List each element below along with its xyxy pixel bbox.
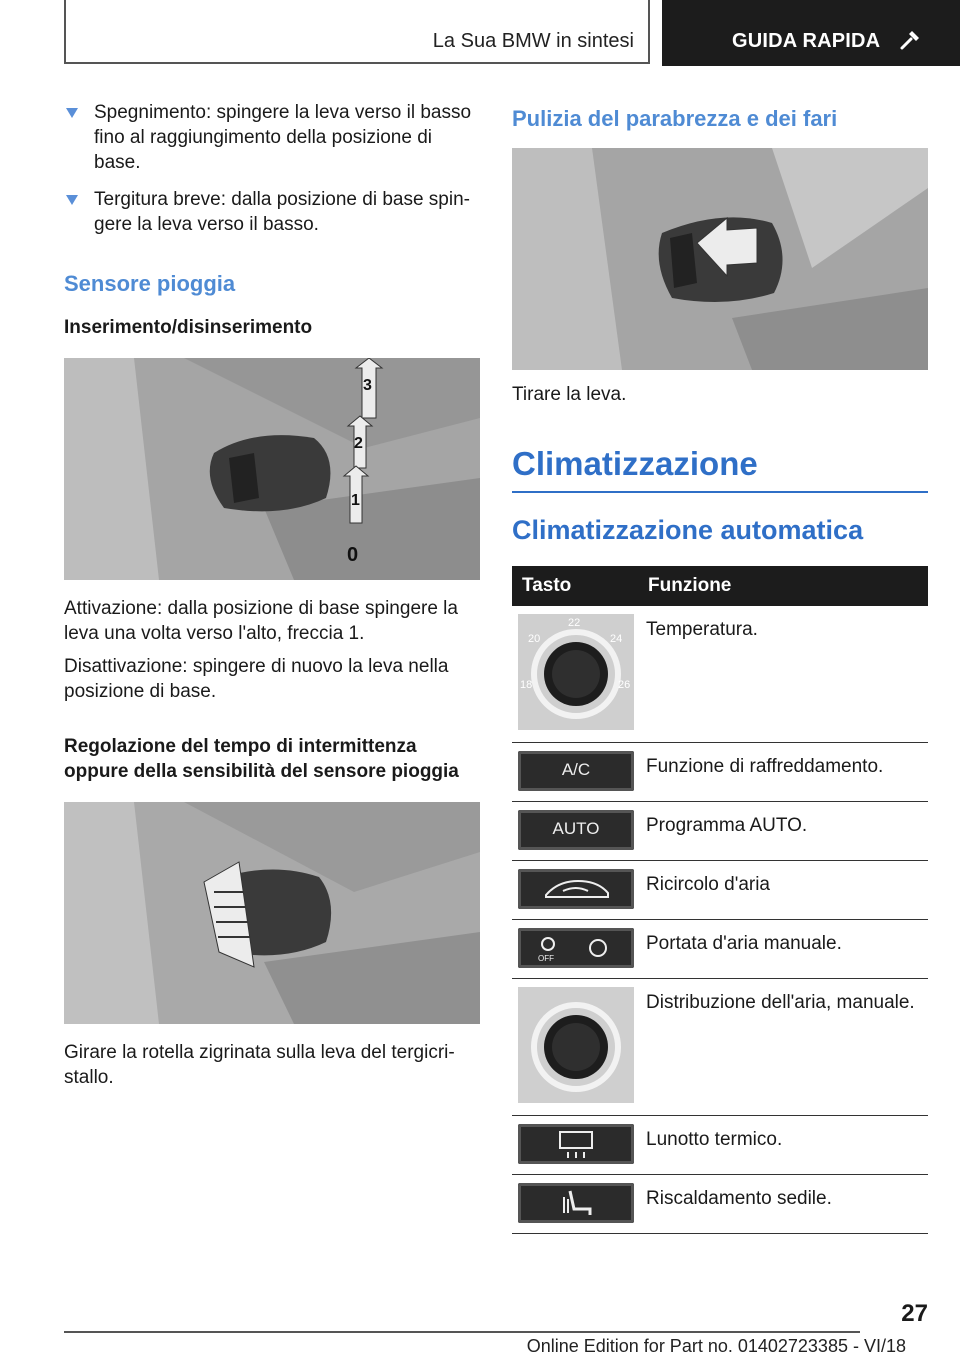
recirculation-icon (518, 869, 634, 909)
fan-speed-icon (518, 928, 634, 968)
ac-button-icon (518, 751, 634, 791)
table-row (512, 743, 928, 802)
function-text: Temperatura. (644, 606, 928, 743)
function-text: Lunotto termico. (644, 1116, 928, 1175)
temp-scale-22: 22 (568, 617, 581, 629)
table-row (512, 802, 928, 861)
bullet-triangle-icon (66, 108, 78, 118)
left-column (64, 100, 480, 1098)
bullet-text: Spegnimento: spingere la leva verso il basso fino al raggiungimento della posizione di base. (94, 102, 472, 173)
quick-guide-tab[interactable] (662, 0, 960, 66)
table-header-key: Tasto (512, 566, 644, 606)
activation-text: Attivazione: dalla posizione di base spingere la leva una volta verso l'alto, freccia 1. (64, 598, 458, 644)
function-text: Programma AUTO. (644, 802, 928, 861)
bullet-text: Tergitura breve: dalla posizione di base spingere la leva verso il basso. (94, 189, 470, 235)
table-row (512, 1175, 928, 1234)
deactivation-text: Disattivazione: spingere di nuovo la leva nella posizione di base. (64, 656, 449, 702)
arrow-label-0: 0 (347, 544, 359, 566)
right-column (512, 100, 928, 1234)
rear-defrost-icon (518, 1124, 634, 1164)
temp-scale-20: 20 (528, 633, 541, 645)
washer-heading: Pulizia del parabrezza e dei fari (512, 106, 838, 131)
edition-text: Online Edition for Part no. 01402723385 - VI/18 (526, 1336, 906, 1356)
bullet-item (64, 100, 480, 175)
table-row (512, 979, 928, 1116)
function-text: Funzione di raffreddamento. (644, 743, 928, 802)
rain-sensor-heading: Sensore pioggia (64, 271, 236, 296)
interval-heading: Regolazione del tempo di intermittenza oppure della sensibilità del sensore pioggia (64, 736, 459, 782)
bullet-item (64, 187, 480, 237)
arrow-label-2: 2 (354, 435, 363, 452)
seat-heating-icon (518, 1183, 634, 1223)
temp-scale-24: 24 (610, 633, 623, 645)
arrow-label-1: 1 (351, 492, 360, 509)
footer-rule (64, 1331, 860, 1333)
arrow-label-3: 3 (363, 377, 372, 394)
table-row (512, 920, 928, 979)
table-header-function: Funzione (644, 566, 928, 606)
function-text: Distribuzione dell'aria, manuale. (644, 979, 928, 1116)
header-rule-left (64, 0, 66, 64)
wiper-lever-photo (64, 358, 480, 580)
function-text: Riscaldamento sedile. (644, 1175, 928, 1234)
bullet-triangle-icon (66, 195, 78, 205)
ac-button-label: A/C (561, 760, 591, 779)
wrench-icon (898, 28, 922, 52)
function-text: Portata d'aria manuale. (644, 920, 928, 979)
auto-climate-heading: Climatizzazione automatica (512, 515, 864, 545)
pull-lever-text: Tirare la leva. (512, 384, 627, 405)
onoff-heading: Inserimento/disinserimento (64, 317, 313, 338)
climate-heading: Climatizzazione (512, 445, 928, 493)
table-row (512, 1116, 928, 1175)
quick-guide-tab-label: GUIDA RAPIDA (732, 30, 881, 52)
temp-scale-18: 18 (520, 679, 533, 691)
fan-off-label: OFF (538, 954, 554, 963)
air-distribution-knob-icon (518, 987, 634, 1103)
page-number: 27 (901, 1300, 928, 1327)
header-rule-bottom (64, 62, 650, 64)
washer-lever-photo (512, 148, 928, 370)
thumbwheel-text: Girare la rotella zigrinata sulla leva del tergicristallo. (64, 1042, 455, 1088)
auto-button-label: AUTO (552, 819, 600, 838)
climate-function-table (512, 566, 928, 1234)
temperature-knob-icon (518, 614, 634, 730)
section-title: La Sua BMW in sintesi (432, 30, 634, 52)
header-rule-divider (648, 0, 650, 64)
auto-button-icon (518, 810, 634, 850)
thumbwheel-photo (64, 802, 480, 1024)
temp-scale-26: 26 (618, 679, 631, 691)
function-text: Ricircolo d'aria (644, 861, 928, 920)
table-row (512, 861, 928, 920)
table-row (512, 606, 928, 743)
